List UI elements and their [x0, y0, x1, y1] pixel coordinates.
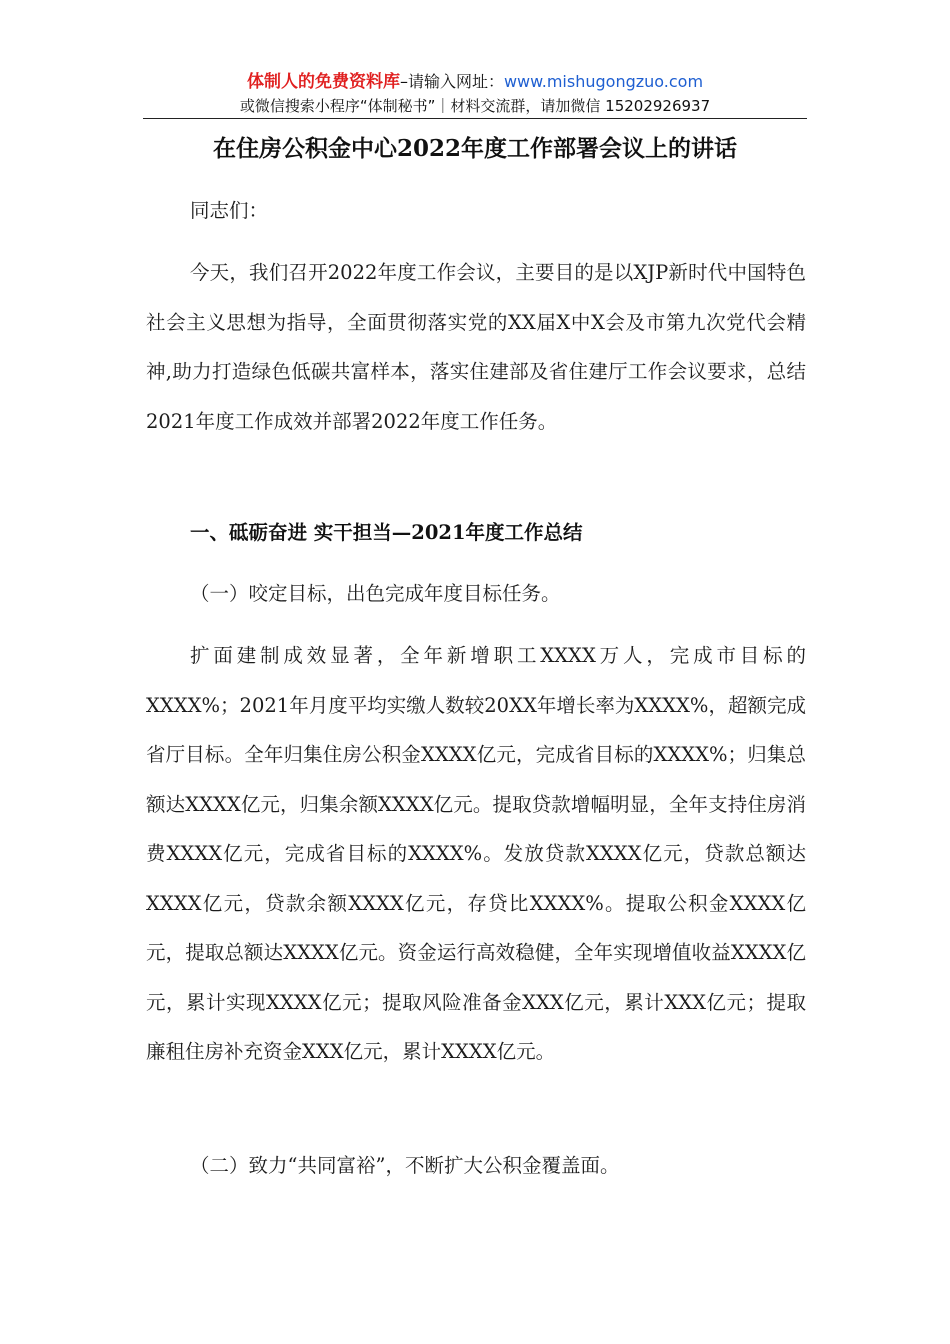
document-title: 在住房公积金中心2022年度工作部署会议上的讲话: [212, 135, 737, 162]
body-paragraph-1: 扩面建制成效显著，全年新增职工XXXX万人，完成市目标的XXXX%；2021年月度平均实缴人数较20XX年增长率为XXXX%，超额完成省厅目标。全年归集住房公积金XXXX亿元，完成省目标的XXXX%；归集总额达XXXX亿元，归集余额XXXX亿元。提取贷款增幅明显，全年支持住房消费XXXX亿元，完成省目标的XXXX%。发放贷款XXXX亿元，贷款总额达XXXX亿元，贷款余额XXXX亿元，存贷比XXXX%。提取公积金XXXX亿元，提取总额达XXXX亿元。资金运行高效稳健，全年实现增值收益XXXX亿元，累计实现XXXX亿元；提取风险准备金XXX亿元，累计XXX亿元；提取廉租住房补充资金XXX亿元，累计XXXX亿元。: [146, 644, 806, 1063]
header-subline: 或微信搜索小程序“体制秘书”｜材料交流群，请加微信 15202926937: [239, 97, 711, 115]
header-prompt: –请输入网址：: [399, 72, 504, 91]
header-divider: [143, 118, 807, 119]
header-brand: 体制人的免费资料库: [246, 72, 400, 92]
subheading-2: （二）致力“共同富裕”，不断扩大公积金覆盖面。: [190, 1154, 620, 1177]
section-heading-1: 一、砥砺奋进 实干担当—2021年度工作总结: [190, 521, 583, 544]
subheading-1: （一）咬定目标，出色完成年度目标任务。: [190, 582, 561, 605]
salutation: 同志们：: [190, 199, 269, 222]
header-banner: [0, 70, 950, 94]
header-url-link[interactable]: www.mishugongzuo.com: [503, 72, 704, 91]
intro-paragraph: 今天，我们召开2022年度工作会议，主要目的是以XJP新时代中国特色社会主义思想为指导，全面贯彻落实党的XX届X中X会及市第九次党代会精神,助力打造绿色低碳共富样本，落实住建部及省住建厅工作会议要求，总结2021年度工作成效并部署2022年度工作任务。: [146, 261, 806, 433]
